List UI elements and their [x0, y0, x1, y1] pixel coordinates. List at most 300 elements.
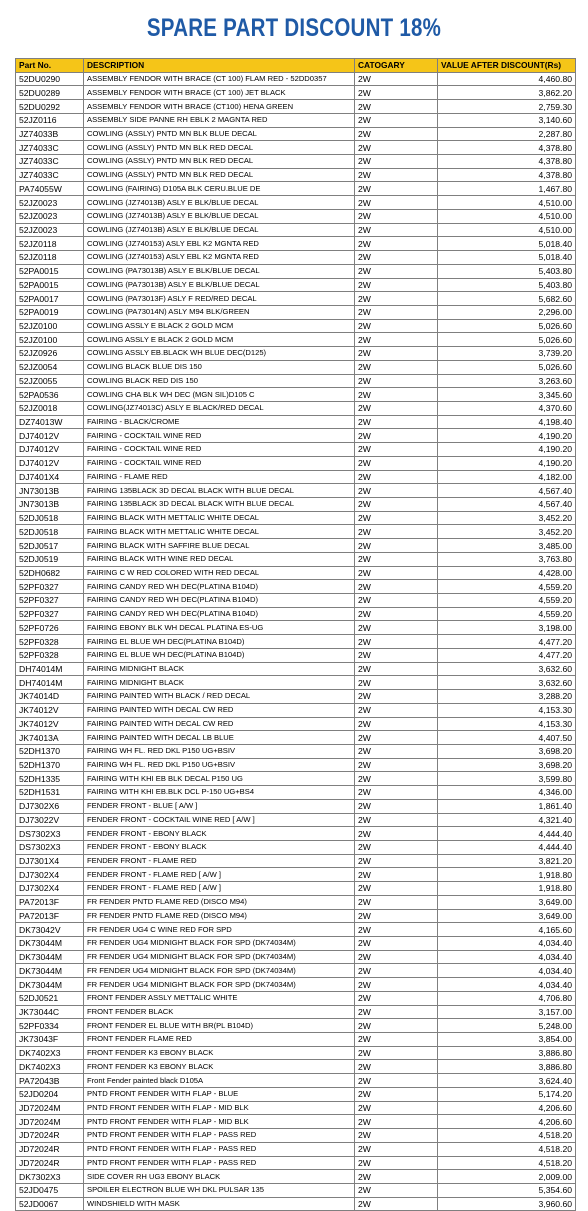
part-no-cell: JD72024M	[16, 1115, 84, 1129]
description-cell: FAIRING BLACK WITH WINE RED DECAL	[84, 552, 355, 566]
category-cell: 2W	[355, 1033, 438, 1047]
category-cell: 2W	[355, 1046, 438, 1060]
part-no-cell: JZ74033C	[16, 168, 84, 182]
part-no-cell: 52PF0726	[16, 621, 84, 635]
table-row	[16, 1115, 576, 1129]
value-cell: 3,157.00	[438, 1005, 576, 1019]
table-row	[16, 141, 576, 155]
part-no-cell: DK73042V	[16, 923, 84, 937]
table-row	[16, 964, 576, 978]
category-cell: 2W	[355, 731, 438, 745]
description-cell: FAIRING WH FL. RED DKL P150 UG+BSIV	[84, 758, 355, 772]
table-row	[16, 415, 576, 429]
table-row	[16, 731, 576, 745]
value-cell: 4,567.40	[438, 498, 576, 512]
header-description: DESCRIPTION	[84, 59, 355, 73]
value-cell: 4,444.40	[438, 827, 576, 841]
table-row	[16, 1005, 576, 1019]
part-no-cell: JZ74033B	[16, 127, 84, 141]
table-row	[16, 182, 576, 196]
part-no-cell: 52JZ0100	[16, 333, 84, 347]
table-row	[16, 813, 576, 827]
table-row	[16, 498, 576, 512]
table-row	[16, 635, 576, 649]
description-cell: FAIRING PAINTED WITH BLACK / RED DECAL	[84, 690, 355, 704]
part-no-cell: 52DU0292	[16, 100, 84, 114]
description-cell: COWLING ASSLY EB.BLACK WH BLUE DEC(D125)	[84, 347, 355, 361]
value-cell: 2,287.80	[438, 127, 576, 141]
value-cell: 3,632.60	[438, 676, 576, 690]
part-no-cell: 52PF0327	[16, 580, 84, 594]
category-cell: 2W	[355, 676, 438, 690]
value-cell: 4,034.40	[438, 950, 576, 964]
category-cell: 2W	[355, 854, 438, 868]
table-row	[16, 758, 576, 772]
table-row	[16, 552, 576, 566]
description-cell: FAIRING BLACK WITH METTALIC WHITE DECAL	[84, 525, 355, 539]
table-row	[16, 937, 576, 951]
category-cell: 2W	[355, 840, 438, 854]
table-row	[16, 456, 576, 470]
table-row	[16, 525, 576, 539]
part-no-cell: 52JZ0023	[16, 196, 84, 210]
category-cell: 2W	[355, 1087, 438, 1101]
description-cell: FRONT FENDER BLACK	[84, 1005, 355, 1019]
description-cell: FAIRING - COCKTAIL WINE RED	[84, 443, 355, 457]
part-no-cell: 52JZ0118	[16, 237, 84, 251]
part-no-cell: 52DJ0521	[16, 991, 84, 1005]
description-cell: FAIRING MIDNIGHT BLACK	[84, 662, 355, 676]
part-no-cell: JD72024R	[16, 1129, 84, 1143]
table-row	[16, 895, 576, 909]
category-cell: 2W	[355, 1156, 438, 1170]
value-cell: 4,346.00	[438, 786, 576, 800]
category-cell: 2W	[355, 196, 438, 210]
table-row	[16, 305, 576, 319]
value-cell: 1,861.40	[438, 799, 576, 813]
part-no-cell: 52JZ0116	[16, 113, 84, 127]
table-row	[16, 978, 576, 992]
description-cell: FRONT FENDER EL BLUE WITH BR(PL B104D)	[84, 1019, 355, 1033]
value-cell: 4,567.40	[438, 484, 576, 498]
table-row	[16, 1142, 576, 1156]
description-cell: COWLING ASSLY E BLACK 2 GOLD MCM	[84, 333, 355, 347]
table-row	[16, 72, 576, 86]
table-row	[16, 1101, 576, 1115]
table-row	[16, 909, 576, 923]
value-cell: 4,510.00	[438, 196, 576, 210]
description-cell: FAIRING WITH KHI EB.BLK DCL P-150 UG+BS4	[84, 786, 355, 800]
value-cell: 4,321.40	[438, 813, 576, 827]
category-cell: 2W	[355, 539, 438, 553]
description-cell: FRONT FENDER K3 EBONY BLACK	[84, 1046, 355, 1060]
description-cell: FAIRING 135BLACK 3D DECAL BLACK WITH BLUE DECAL	[84, 498, 355, 512]
part-no-cell: DJ74012V	[16, 429, 84, 443]
description-cell: FENDER FRONT - BLUE [ A/W ]	[84, 799, 355, 813]
table-row	[16, 703, 576, 717]
category-cell: 2W	[355, 168, 438, 182]
description-cell: COWLING (JZ740153) ASLY EBL K2 MGNTA RED	[84, 237, 355, 251]
part-no-cell: JK74014D	[16, 690, 84, 704]
value-cell: 5,018.40	[438, 237, 576, 251]
value-cell: 4,518.20	[438, 1142, 576, 1156]
table-row	[16, 799, 576, 813]
value-cell: 4,428.00	[438, 566, 576, 580]
table-row	[16, 1183, 576, 1197]
value-cell: 4,153.30	[438, 703, 576, 717]
description-cell: FENDER FRONT - COCKTAIL WINE RED [ A/W ]	[84, 813, 355, 827]
table-row	[16, 470, 576, 484]
category-cell: 2W	[355, 950, 438, 964]
description-cell: COWLING (FAIRING) D105A BLK CERU.BLUE DE	[84, 182, 355, 196]
value-cell: 5,354.60	[438, 1183, 576, 1197]
category-cell: 2W	[355, 964, 438, 978]
value-cell: 4,444.40	[438, 840, 576, 854]
category-cell: 2W	[355, 1142, 438, 1156]
category-cell: 2W	[355, 580, 438, 594]
part-no-cell: DJ7401X4	[16, 470, 84, 484]
description-cell: FRONT FENDER ASSLY METTALIC WHITE	[84, 991, 355, 1005]
value-cell: 4,460.80	[438, 72, 576, 86]
part-no-cell: DK7402X3	[16, 1046, 84, 1060]
table-row	[16, 237, 576, 251]
value-cell: 2,296.00	[438, 305, 576, 319]
description-cell: PNTD FRONT FENDER WITH FLAP - PASS RED	[84, 1129, 355, 1143]
table-row	[16, 1156, 576, 1170]
part-no-cell: 52PF0334	[16, 1019, 84, 1033]
category-cell: 2W	[355, 401, 438, 415]
description-cell: COWLING (ASSLY) PNTD MN BLK RED DECAL	[84, 155, 355, 169]
part-no-cell: PA72013F	[16, 909, 84, 923]
part-no-cell: 52PF0328	[16, 648, 84, 662]
value-cell: 3,649.00	[438, 895, 576, 909]
part-no-cell: 52DU0290	[16, 72, 84, 86]
category-cell: 2W	[355, 1129, 438, 1143]
part-no-cell: DJ7302X4	[16, 868, 84, 882]
value-cell: 4,182.00	[438, 470, 576, 484]
value-cell: 4,559.20	[438, 594, 576, 608]
part-no-cell: 52DH1370	[16, 744, 84, 758]
value-cell: 1,918.80	[438, 868, 576, 882]
category-cell: 2W	[355, 813, 438, 827]
category-cell: 2W	[355, 113, 438, 127]
value-cell: 4,477.20	[438, 635, 576, 649]
part-no-cell: 52DH1335	[16, 772, 84, 786]
category-cell: 2W	[355, 882, 438, 896]
description-cell: FAIRING PAINTED WITH DECAL LB BLUE	[84, 731, 355, 745]
value-cell: 3,452.20	[438, 525, 576, 539]
value-cell: 5,026.60	[438, 360, 576, 374]
table-row	[16, 127, 576, 141]
table-row	[16, 580, 576, 594]
category-cell: 2W	[355, 937, 438, 951]
table-row	[16, 950, 576, 964]
description-cell: COWLING (PA73014N) ASLY M94 BLK/GREEN	[84, 305, 355, 319]
part-no-cell: PA74055W	[16, 182, 84, 196]
category-cell: 2W	[355, 525, 438, 539]
table-row	[16, 374, 576, 388]
table-row	[16, 196, 576, 210]
description-cell: COWLING (JZ740153) ASLY EBL K2 MGNTA RED	[84, 251, 355, 265]
value-cell: 4,559.20	[438, 607, 576, 621]
category-cell: 2W	[355, 347, 438, 361]
description-cell: FR FENDER UG4 MIDNIGHT BLACK FOR SPD (DK74034M)	[84, 950, 355, 964]
value-cell: 5,248.00	[438, 1019, 576, 1033]
category-cell: 2W	[355, 799, 438, 813]
part-no-cell: DJ7301X4	[16, 854, 84, 868]
part-no-cell: 52DH1370	[16, 758, 84, 772]
part-no-cell: DK7402X3	[16, 1060, 84, 1074]
category-cell: 2W	[355, 786, 438, 800]
part-no-cell: 52PA0015	[16, 278, 84, 292]
part-no-cell: 52PA0536	[16, 388, 84, 402]
value-cell: 3,886.80	[438, 1060, 576, 1074]
value-cell: 3,452.20	[438, 511, 576, 525]
value-cell: 4,034.40	[438, 964, 576, 978]
description-cell: ASSEMBLY FENDOR WITH BRACE (CT100) HENA GREEN	[84, 100, 355, 114]
table-row	[16, 882, 576, 896]
description-cell: ASSEMBLY FENDOR WITH BRACE (CT 100) JET BLACK	[84, 86, 355, 100]
description-cell: FRONT FENDER FLAME RED	[84, 1033, 355, 1047]
table-row	[16, 1074, 576, 1088]
header-part-no: Part No.	[16, 59, 84, 73]
description-cell: Front Fender painted black D105A	[84, 1074, 355, 1088]
value-cell: 3,140.60	[438, 113, 576, 127]
category-cell: 2W	[355, 264, 438, 278]
table-row	[16, 717, 576, 731]
category-cell: 2W	[355, 388, 438, 402]
description-cell: COWLING (JZ74013B) ASLY E BLK/BLUE DECAL	[84, 196, 355, 210]
category-cell: 2W	[355, 127, 438, 141]
table-row	[16, 168, 576, 182]
description-cell: COWLING (JZ74013B) ASLY E BLK/BLUE DECAL	[84, 223, 355, 237]
table-row	[16, 676, 576, 690]
description-cell: FAIRING - COCKTAIL WINE RED	[84, 429, 355, 443]
table-row	[16, 648, 576, 662]
part-no-cell: DH74014M	[16, 676, 84, 690]
part-no-cell: 52PA0019	[16, 305, 84, 319]
category-cell: 2W	[355, 86, 438, 100]
part-no-cell: DJ7302X4	[16, 882, 84, 896]
description-cell: FAIRING CANDY RED WH DEC(PLATINA B104D)	[84, 607, 355, 621]
value-cell: 3,632.60	[438, 662, 576, 676]
category-cell: 2W	[355, 305, 438, 319]
part-no-cell: JN73013B	[16, 498, 84, 512]
value-cell: 5,403.80	[438, 278, 576, 292]
category-cell: 2W	[355, 374, 438, 388]
category-cell: 2W	[355, 690, 438, 704]
category-cell: 2W	[355, 1060, 438, 1074]
value-cell: 4,190.20	[438, 456, 576, 470]
description-cell: FAIRING PAINTED WITH DECAL CW RED	[84, 703, 355, 717]
part-no-cell: 52DJ0518	[16, 525, 84, 539]
category-cell: 2W	[355, 621, 438, 635]
value-cell: 3,263.60	[438, 374, 576, 388]
part-no-cell: DZ74013W	[16, 415, 84, 429]
part-no-cell: 52DH0682	[16, 566, 84, 580]
value-cell: 5,682.60	[438, 292, 576, 306]
description-cell: COWLING (PA73013B) ASLY E BLK/BLUE DECAL	[84, 278, 355, 292]
description-cell: COWLING(JZ74013C) ASLY E BLACK/RED DECAL	[84, 401, 355, 415]
description-cell: FENDER FRONT - FLAME RED [ A/W ]	[84, 882, 355, 896]
part-no-cell: DK73044M	[16, 964, 84, 978]
description-cell: FENDER FRONT - FLAME RED [ A/W ]	[84, 868, 355, 882]
category-cell: 2W	[355, 415, 438, 429]
description-cell: FAIRING EL BLUE WH DEC(PLATINA B104D)	[84, 635, 355, 649]
table-row	[16, 251, 576, 265]
category-cell: 2W	[355, 360, 438, 374]
value-cell: 3,886.80	[438, 1046, 576, 1060]
part-no-cell: 52PF0328	[16, 635, 84, 649]
value-cell: 4,407.50	[438, 731, 576, 745]
part-no-cell: 52PA0015	[16, 264, 84, 278]
value-cell: 4,706.80	[438, 991, 576, 1005]
part-no-cell: JD72024R	[16, 1156, 84, 1170]
category-cell: 2W	[355, 758, 438, 772]
part-no-cell: 52DH1531	[16, 786, 84, 800]
category-cell: 2W	[355, 772, 438, 786]
table-row	[16, 840, 576, 854]
description-cell: COWLING BLACK RED DIS 150	[84, 374, 355, 388]
value-cell: 3,698.20	[438, 758, 576, 772]
table-body	[16, 72, 576, 1211]
description-cell: PNTD FRONT FENDER WITH FLAP - PASS RED	[84, 1156, 355, 1170]
description-cell: PNTD FRONT FENDER WITH FLAP - BLUE	[84, 1087, 355, 1101]
value-cell: 5,026.60	[438, 319, 576, 333]
value-cell: 4,034.40	[438, 937, 576, 951]
description-cell: COWLING (PA73013F) ASLY F RED/RED DECAL	[84, 292, 355, 306]
table-row	[16, 1170, 576, 1184]
table-row	[16, 113, 576, 127]
description-cell: FAIRING 135BLACK 3D DECAL BLACK WITH BLUE DECAL	[84, 484, 355, 498]
category-cell: 2W	[355, 662, 438, 676]
part-no-cell: DS7302X3	[16, 827, 84, 841]
value-cell: 4,190.20	[438, 429, 576, 443]
table-row	[16, 360, 576, 374]
category-cell: 2W	[355, 182, 438, 196]
description-cell: FR FENDER PNTD FLAME RED (DISCO M94)	[84, 895, 355, 909]
part-no-cell: 52DJ0517	[16, 539, 84, 553]
value-cell: 4,206.60	[438, 1101, 576, 1115]
value-cell: 3,862.20	[438, 86, 576, 100]
description-cell: FAIRING EL BLUE WH DEC(PLATINA B104D)	[84, 648, 355, 662]
description-cell: FAIRING WITH KHI EB BLK DECAL P150 UG	[84, 772, 355, 786]
part-no-cell: JD72024M	[16, 1101, 84, 1115]
category-cell: 2W	[355, 909, 438, 923]
category-cell: 2W	[355, 292, 438, 306]
part-no-cell: JK73043F	[16, 1033, 84, 1047]
description-cell: COWLING (PA73013B) ASLY E BLK/BLUE DECAL	[84, 264, 355, 278]
value-cell: 3,288.20	[438, 690, 576, 704]
table-row	[16, 388, 576, 402]
value-cell: 5,403.80	[438, 264, 576, 278]
value-cell: 4,198.40	[438, 415, 576, 429]
part-no-cell: JK73044C	[16, 1005, 84, 1019]
value-cell: 4,206.60	[438, 1115, 576, 1129]
description-cell: FR FENDER UG4 MIDNIGHT BLACK FOR SPD (DK74034M)	[84, 937, 355, 951]
description-cell: FAIRING WH FL. RED DKL P150 UG+BSIV	[84, 744, 355, 758]
description-cell: FRONT FENDER K3 EBONY BLACK	[84, 1060, 355, 1074]
description-cell: PNTD FRONT FENDER WITH FLAP - MID BLK	[84, 1101, 355, 1115]
value-cell: 3,599.80	[438, 772, 576, 786]
description-cell: FR FENDER UG4 C WINE RED FOR SPD	[84, 923, 355, 937]
table-row	[16, 1046, 576, 1060]
part-no-cell: DJ74012V	[16, 456, 84, 470]
description-cell: FAIRING - COCKTAIL WINE RED	[84, 456, 355, 470]
value-cell: 4,510.00	[438, 223, 576, 237]
value-cell: 2,009.00	[438, 1170, 576, 1184]
header-category: CATOGARY	[355, 59, 438, 73]
description-cell: FAIRING PAINTED WITH DECAL CW RED	[84, 717, 355, 731]
value-cell: 3,345.60	[438, 388, 576, 402]
category-cell: 2W	[355, 237, 438, 251]
value-cell: 1,918.80	[438, 882, 576, 896]
part-no-cell: PA72043B	[16, 1074, 84, 1088]
category-cell: 2W	[355, 895, 438, 909]
description-cell: PNTD FRONT FENDER WITH FLAP - PASS RED	[84, 1142, 355, 1156]
category-cell: 2W	[355, 498, 438, 512]
value-cell: 5,026.60	[438, 333, 576, 347]
category-cell: 2W	[355, 155, 438, 169]
value-cell: 3,739.20	[438, 347, 576, 361]
table-row	[16, 566, 576, 580]
description-cell: COWLING (ASSLY) PNTD MN BLK RED DECAL	[84, 141, 355, 155]
value-cell: 4,559.20	[438, 580, 576, 594]
part-no-cell: JN73013B	[16, 484, 84, 498]
table-row	[16, 690, 576, 704]
value-cell: 3,698.20	[438, 744, 576, 758]
category-cell: 2W	[355, 717, 438, 731]
table-row	[16, 744, 576, 758]
category-cell: 2W	[355, 1005, 438, 1019]
category-cell: 2W	[355, 100, 438, 114]
category-cell: 2W	[355, 278, 438, 292]
table-row	[16, 1087, 576, 1101]
value-cell: 4,510.00	[438, 209, 576, 223]
page-title: SPARE PART DISCOUNT 18%	[146, 14, 442, 42]
description-cell: FAIRING EBONY BLK WH DECAL PLATINA ES-UG	[84, 621, 355, 635]
description-cell: COWLING (JZ74013B) ASLY E BLK/BLUE DECAL	[84, 209, 355, 223]
part-no-cell: 52JD0475	[16, 1183, 84, 1197]
description-cell: FAIRING C W RED COLORED WITH RED DECAL	[84, 566, 355, 580]
part-no-cell: 52PF0327	[16, 607, 84, 621]
part-no-cell: 52JZ0023	[16, 209, 84, 223]
category-cell: 2W	[355, 827, 438, 841]
part-no-cell: 52JD0067	[16, 1197, 84, 1211]
description-cell: FENDER FRONT - EBONY BLACK	[84, 827, 355, 841]
category-cell: 2W	[355, 635, 438, 649]
table-row	[16, 607, 576, 621]
part-no-cell: JZ74033C	[16, 141, 84, 155]
value-cell: 3,854.00	[438, 1033, 576, 1047]
table-row	[16, 923, 576, 937]
value-cell: 3,649.00	[438, 909, 576, 923]
description-cell: PNTD FRONT FENDER WITH FLAP - MID BLK	[84, 1115, 355, 1129]
table-row	[16, 333, 576, 347]
category-cell: 2W	[355, 443, 438, 457]
description-cell: ASSEMBLY FENDOR WITH BRACE (CT 100) FLAM RED - 52DD0357	[84, 72, 355, 86]
category-cell: 2W	[355, 429, 438, 443]
description-cell: COWLING BLACK BLUE DIS 150	[84, 360, 355, 374]
category-cell: 2W	[355, 1170, 438, 1184]
value-cell: 3,821.20	[438, 854, 576, 868]
value-cell: 5,174.20	[438, 1087, 576, 1101]
table-row	[16, 443, 576, 457]
part-no-cell: 52DJ0519	[16, 552, 84, 566]
part-no-cell: 52JZ0055	[16, 374, 84, 388]
part-no-cell: DJ73022V	[16, 813, 84, 827]
part-no-cell: DS7302X3	[16, 840, 84, 854]
